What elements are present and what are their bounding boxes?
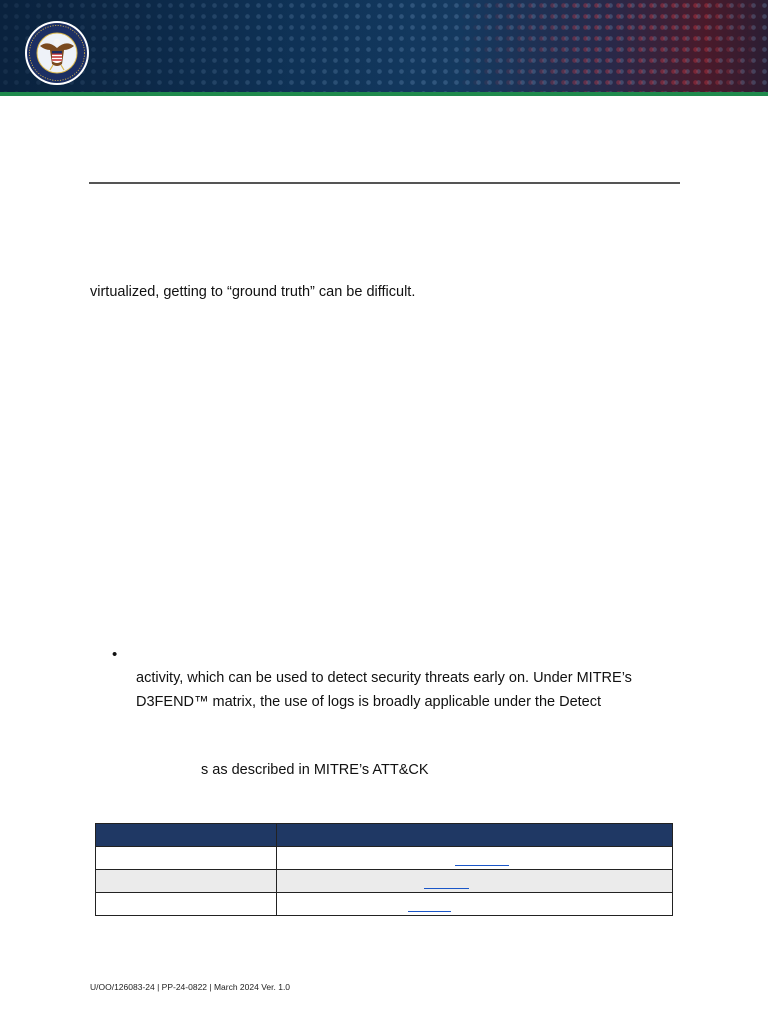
table-header-row <box>96 824 673 847</box>
table-header-cell <box>96 824 277 847</box>
table-row <box>96 893 673 916</box>
bullet-line: D3FEND™ matrix, the use of logs is broadly applicable under the Detect <box>136 694 602 710</box>
table-link[interactable] <box>408 911 451 912</box>
table-cell <box>276 870 672 893</box>
header-accent-bar <box>0 92 768 96</box>
body-fragment: s as described in MITRE’s ATT&CK <box>201 762 429 778</box>
bullet-marker: • <box>112 646 118 663</box>
table-cell <box>276 847 672 870</box>
table-cell <box>276 893 672 916</box>
header-banner <box>0 0 768 92</box>
table-cell <box>96 893 277 916</box>
table-cell <box>96 870 277 893</box>
body-paragraph: virtualized, getting to “ground truth” can be difficult. <box>90 284 416 300</box>
table-row <box>96 870 673 893</box>
bullet-paragraph <box>136 666 696 714</box>
nsa-seal-icon <box>24 20 90 86</box>
data-table <box>95 823 673 916</box>
table-header-cell <box>276 824 672 847</box>
table-link[interactable] <box>424 888 469 889</box>
bullet-line: activity, which can be used to detect security threats early on. Under MITRE’s <box>136 670 632 686</box>
section-divider <box>89 182 680 184</box>
banner-red-dot-pattern <box>448 0 768 92</box>
table-row <box>96 847 673 870</box>
table-cell <box>96 847 277 870</box>
page-footer: U/OO/126083-24 | PP-24-0822 | March 2024 Ver. 1.0 <box>90 982 291 992</box>
table-link[interactable] <box>455 865 509 866</box>
